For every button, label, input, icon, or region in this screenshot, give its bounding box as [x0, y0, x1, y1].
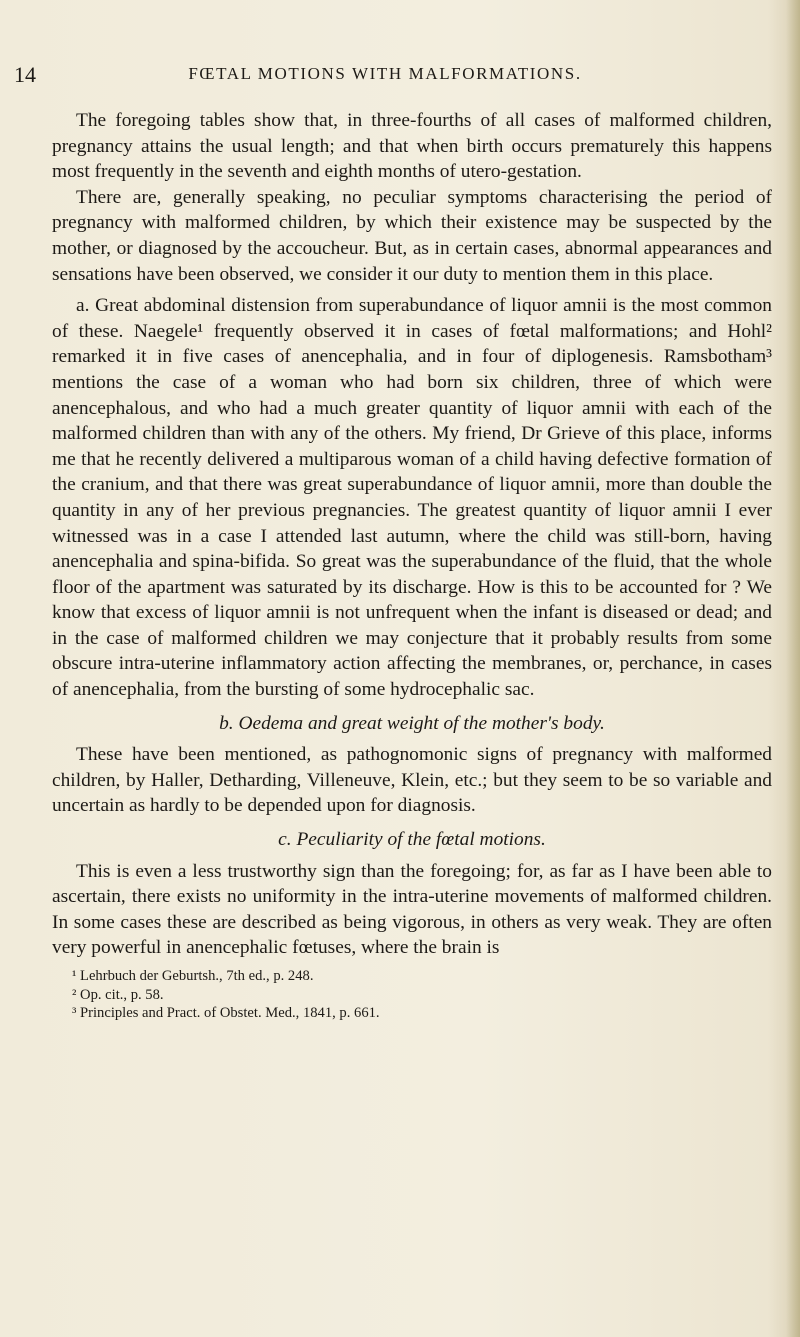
paragraph: This is even a less trustworthy sign than the foregoing; for, as far as I have been able to ascertain, there exists no uniformity in the intra-uterine movements of malformed children. In some cases these are described as being vigorous, in others as very weak. They are often very powerful in anencephalic fœtuses, where the brain is [52, 860, 772, 959]
footnote: ³ Principles and Pract. of Obstet. Med., 1841, p. 661. [72, 1005, 380, 1021]
page-header [14, 62, 786, 86]
footnote: ¹ Lehrbuch der Geburtsh., 7th ed., p. 248. [72, 968, 314, 984]
paragraph: There are, generally speaking, no peculiar symptoms characterising the period of pregnancy with malformed children, by which their existence may be suspected by the mother, or diagnosed by the accoucheur. But, as in certain cases, abnormal appearances and sensations have been observed, we consider it our duty to mention them in this place. [52, 186, 772, 285]
paragraph: These have been mentioned, as pathognomonic signs of pregnancy with malformed children, by Haller, Detharding, Villeneuve, Klein, etc.; but they seem to be so variable and uncertain as hardly to be depended upon for diagnosis. [52, 744, 772, 817]
footnote: ² Op. cit., p. 58. [72, 986, 164, 1003]
page-number: 14 [14, 62, 36, 87]
subheading-c: c. Peculiarity of the fœtal motions. [278, 829, 546, 851]
running-head: FŒTAL MOTIONS WITH MALFORMATIONS. [188, 64, 582, 83]
paragraph: a. Great abdominal distension from superabundance of liquor amnii is the most common of these. Naegele¹ frequently observed it in cases of fœtal malformations; and Hohl² remarked it in five cases of anencephalia, and in four of diplogenesis. Ramsbotham³ mentions the case of a woman who had born six children, three of which were anencephalous, and who had a much greater quantity of liquor amnii with each of the malformed children than with any of the others. My friend, Dr Grieve of this place, informs me that he recently delivered a multiparous woman of a child having defective formation of the cranium, and that there was great superabundance of liquor amnii, more than double the quantity in any of her previous pregnancies. The greatest quantity of liquor amnii I ever witnessed was in a case I attended last autumn, where the child was still-born, having anencephalia and spina-bifida. So great was the superabundance of the fluid, that the whole floor of the apartment was saturated by its discharge. How is this to be accounted for ? We know that excess of liquor amnii is not unfrequent when the infant is diseased or dead; and in the case of malformed children we may conjecture that it probably results from some obscure intra-uterine inflammatory action affecting the membranes, or, perchance, in cases of anencephalia, from the bursting of some hydrocephalic sac. [52, 295, 772, 701]
page-body [52, 108, 772, 1023]
paragraph: The foregoing tables show that, in three-fourths of all cases of malformed children, pregnancy attains the usual length; and that when birth occurs prematurely this happens most frequently in the seventh and eighth months of utero-gestation. [52, 110, 772, 183]
subheading-b: b. Oedema and great weight of the mother's body. [219, 712, 605, 734]
page-edge-shadow [786, 0, 800, 1337]
footnotes [52, 967, 772, 1023]
